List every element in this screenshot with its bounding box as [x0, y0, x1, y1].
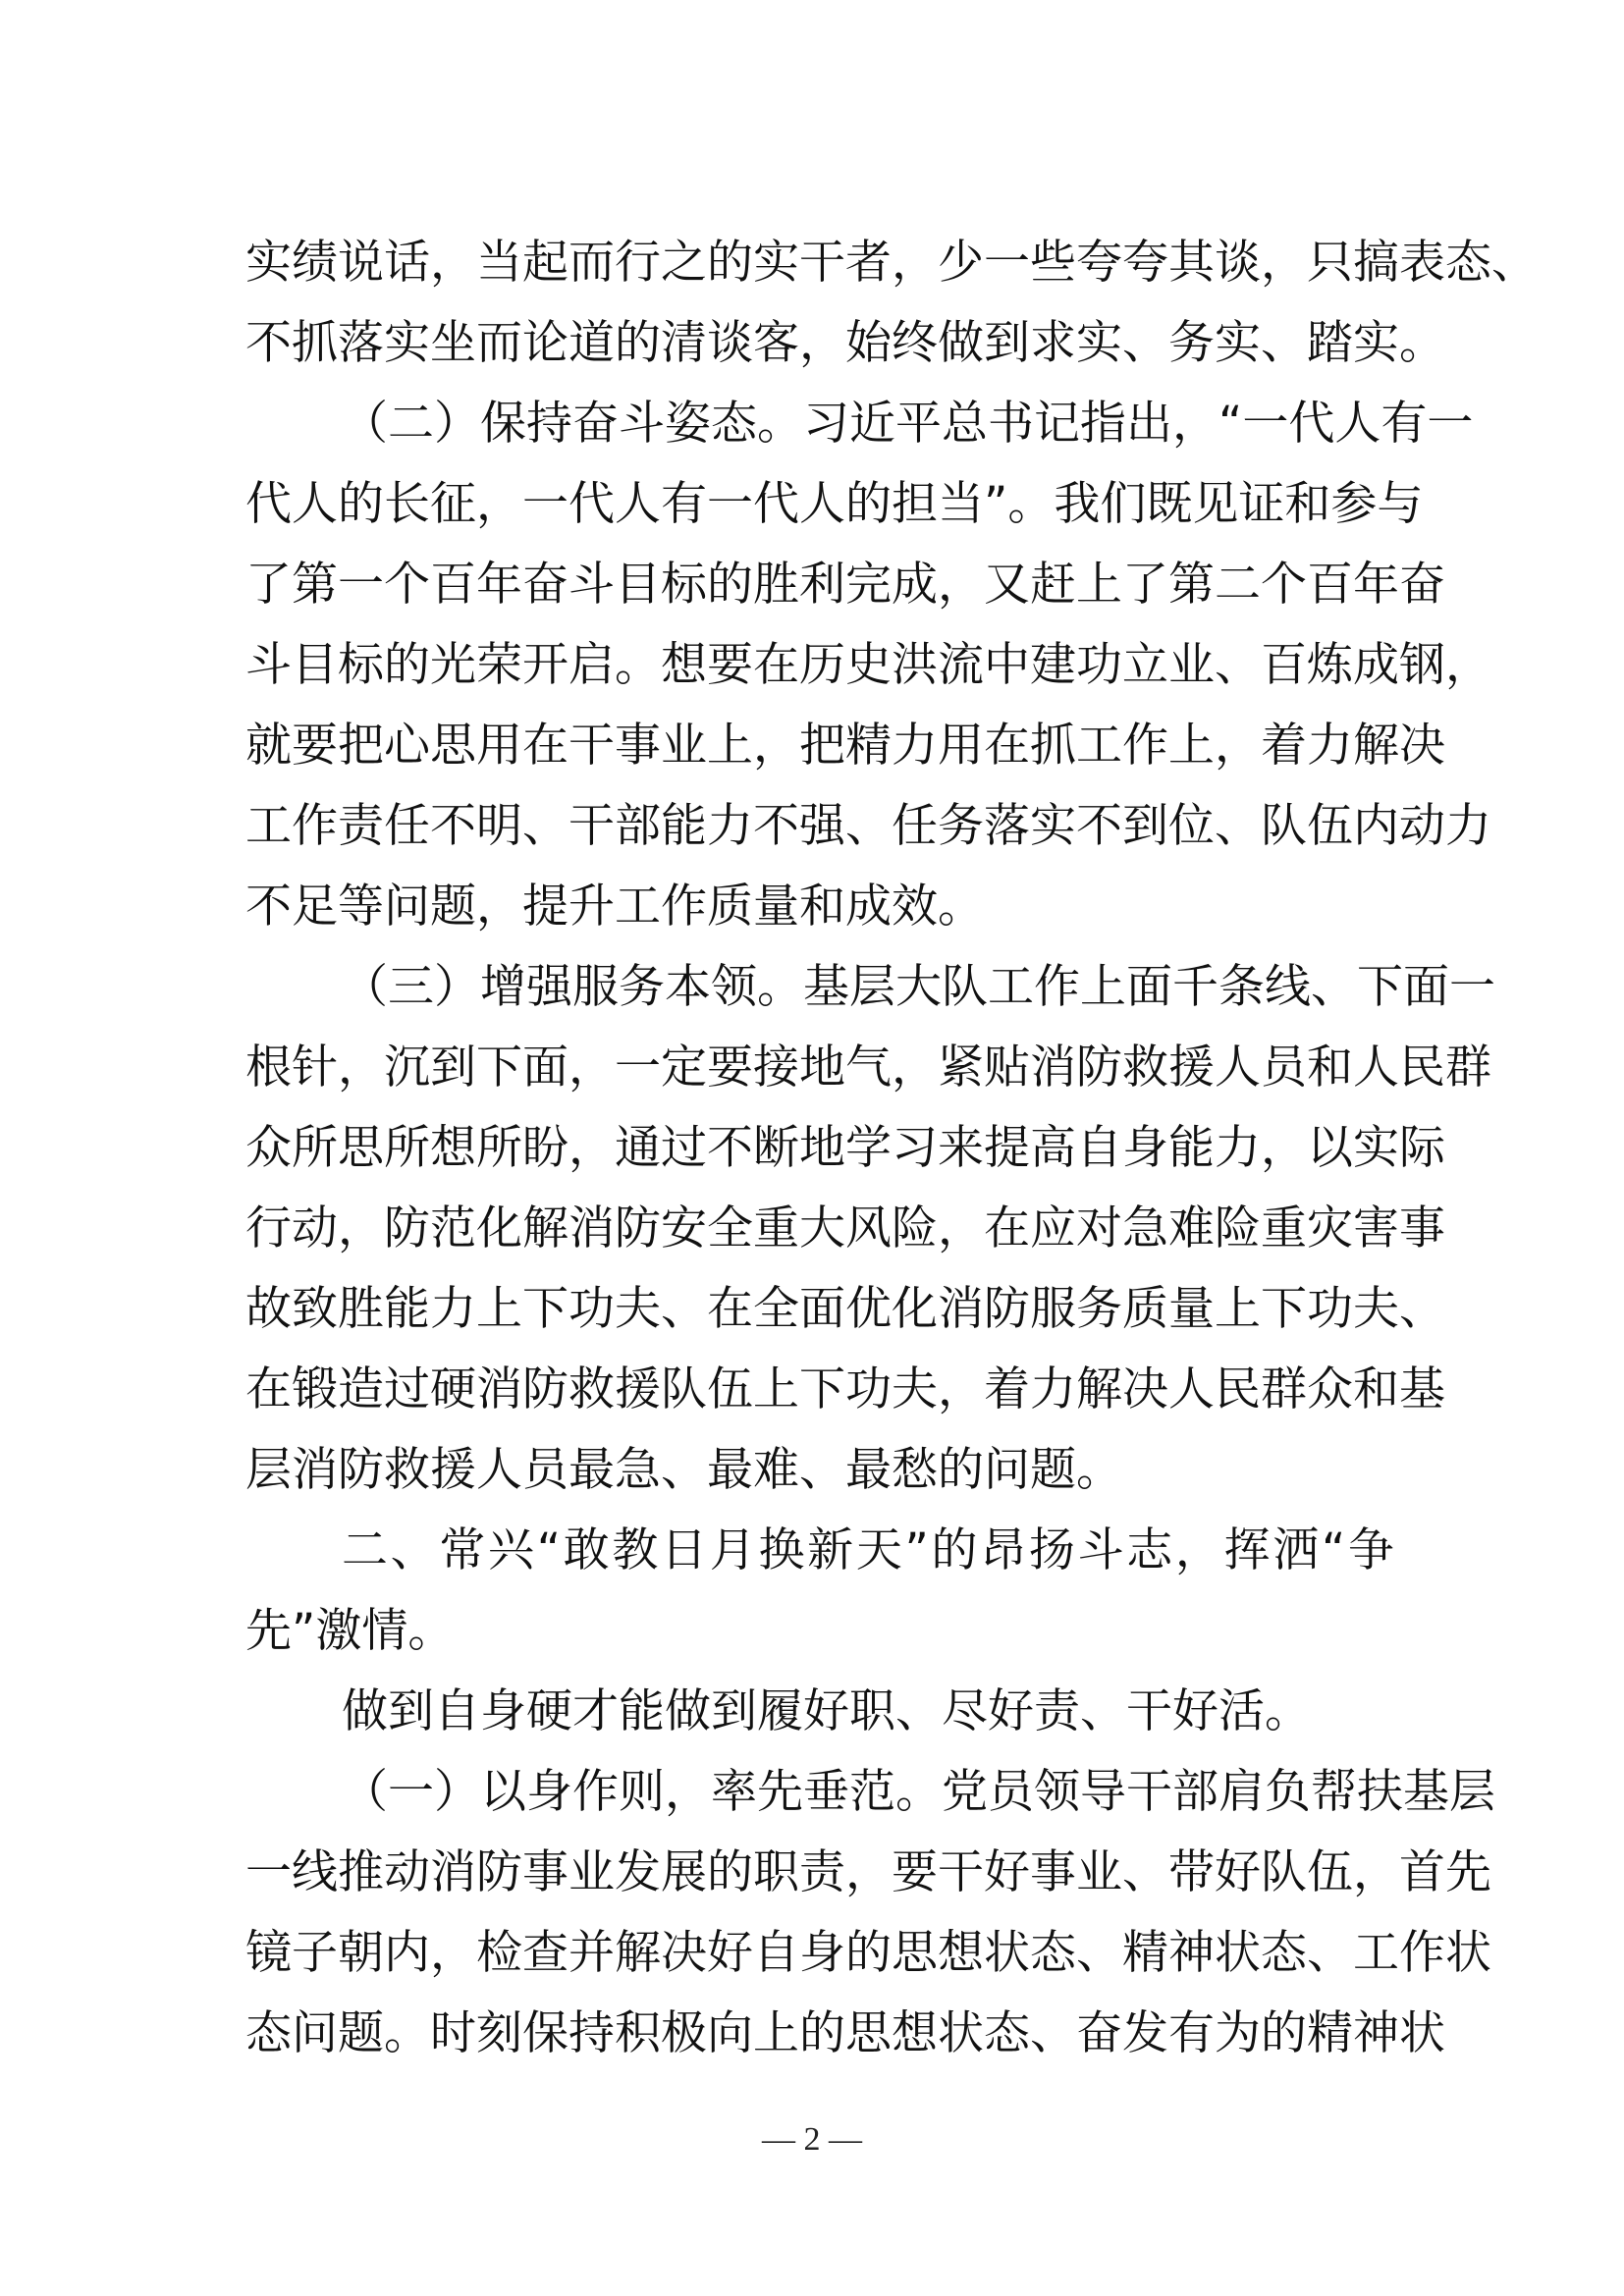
text-line-10: （三）增强服务本领。基层大队工作上面千条线、下面一: [342, 960, 1495, 1014]
text-line-23: 态问题。时刻保持积极向上的思想状态、奋发有为的精神状: [245, 2006, 1445, 2060]
text-line-21: 一线推动消防事业发展的职责，要干好事业、带好队伍，首先: [245, 1845, 1491, 1899]
section-heading-line-1: 二、常兴“敢教日月换新天”的昂扬斗志，挥洒“争: [342, 1523, 1394, 1577]
text-line-1: 实绩说话，当起而行之的实干者，少一些夸夸其谈，只搞表态、: [245, 236, 1538, 290]
text-line-13: 行动，防范化解消防安全重大风险，在应对急难险重灾害事: [245, 1201, 1445, 1255]
text-line-3: （二）保持奋斗姿态。习近平总书记指出，“一代人有一: [342, 397, 1474, 451]
text-line-16: 层消防救援人员最急、最难、最愁的问题。: [245, 1443, 1122, 1497]
text-line-5: 了第一个百年奋斗目标的胜利完成，又赶上了第二个百年奋: [245, 558, 1445, 612]
text-line-11: 根针，沉到下面，一定要接地气，紧贴消防救援人员和人民群: [245, 1041, 1491, 1095]
text-line-22: 镜子朝内，检查并解决好自身的思想状态、精神状态、工作状: [245, 1926, 1491, 1980]
text-line-4: 代人的长征，一代人有一代人的担当”。我们既见证和参与: [245, 477, 1424, 531]
text-line-2: 不抓落实坐而论道的清谈客，始终做到求实、务实、踏实。: [245, 316, 1445, 370]
text-line-6: 斗目标的光荣开启。想要在历史洪流中建功立业、百炼成钢，: [245, 638, 1491, 692]
text-line-8: 工作责任不明、干部能力不强、任务落实不到位、队伍内动力: [245, 799, 1491, 853]
text-line-19: 做到自身硬才能做到履好职、尽好责、干好活。: [342, 1684, 1311, 1738]
text-line-15: 在锻造过硬消防救援队伍上下功夫，着力解决人民群众和基: [245, 1362, 1445, 1416]
section-heading-line-2: 先”激情。: [245, 1604, 455, 1658]
text-line-7: 就要把心思用在干事业上，把精力用在抓工作上，着力解决: [245, 719, 1445, 773]
page-number: — 2 —: [762, 2121, 862, 2158]
text-line-12: 众所思所想所盼，通过不断地学习来提高自身能力，以实际: [245, 1121, 1445, 1175]
text-line-9: 不足等问题，提升工作质量和成效。: [245, 880, 984, 934]
text-line-14: 故致胜能力上下功夫、在全面优化消防服务质量上下功夫、: [245, 1282, 1445, 1336]
text-line-20: （一）以身作则，率先垂范。党员领导干部肩负帮扶基层: [342, 1765, 1495, 1819]
